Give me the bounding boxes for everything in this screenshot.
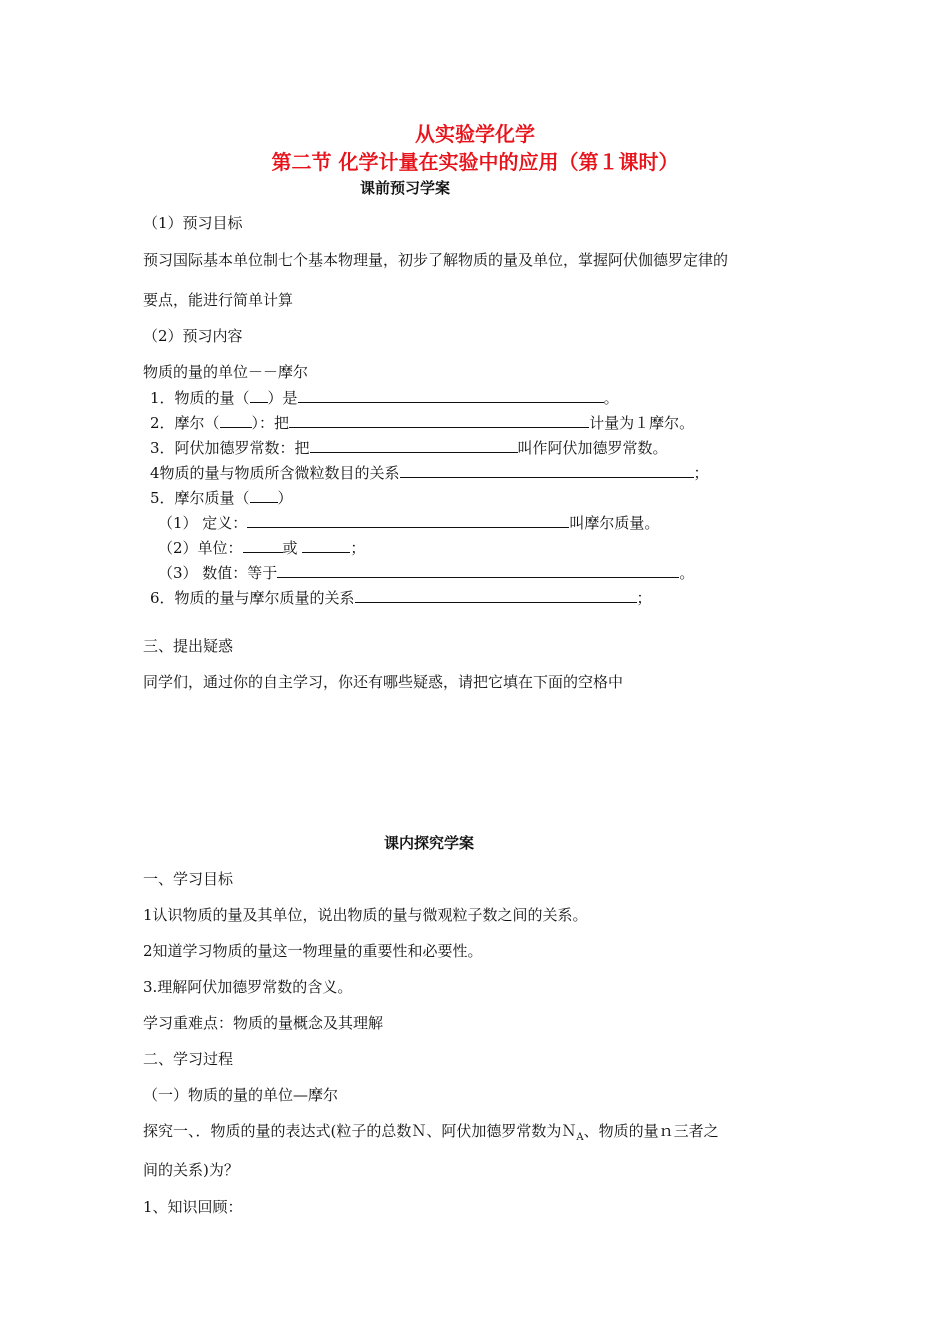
- preview-goal-text-1: 预习国际基本单位制七个基本物理量，初步了解物质的量及单位，掌握阿伏伽德罗定律的: [143, 251, 729, 269]
- preview-content-label: （2）预习内容: [143, 327, 243, 345]
- section-title: 第二节 化学计量在实验中的应用（第１课时）: [271, 150, 679, 174]
- inclass-goal-1: 1认识物质的量及其单位，说出物质的量与微观粒子数之间的关系。: [143, 906, 588, 924]
- process-label: 二、学习过程: [143, 1050, 234, 1068]
- blank-field[interactable]: [400, 462, 694, 478]
- question-4: 4物质的量与物质所含微粒数目的关系 ；: [150, 464, 709, 482]
- blank-field[interactable]: [302, 537, 350, 553]
- inclass-goal-3: 3.理解阿伏加德罗常数的含义。: [143, 978, 353, 996]
- knowledge-review: 1、知识回顾：: [143, 1198, 243, 1216]
- doubts-label: 三、提出疑惑: [143, 637, 234, 655]
- blank-field[interactable]: [289, 412, 589, 428]
- question-6: 6．物质的量与摩尔质量的关系 ；: [150, 589, 652, 607]
- blank-field[interactable]: [250, 487, 278, 503]
- blank-field[interactable]: [243, 537, 283, 553]
- doubts-text: 同学们，通过你的自主学习，你还有哪些疑惑，请把它填在下面的空格中: [143, 673, 624, 691]
- unit-title: 物质的量的单位－－摩尔: [143, 363, 309, 381]
- inclass-goal-2: 2知道学习物质的量这一物理量的重要性和必要性。: [143, 942, 483, 960]
- inclass-heading: 课内探究学案: [383, 834, 474, 852]
- document-title: 从实验学化学: [415, 122, 535, 146]
- blank-field[interactable]: [355, 587, 637, 603]
- blank-field[interactable]: [298, 387, 604, 403]
- sub-label: （一）物质的量的单位—摩尔: [143, 1086, 339, 1104]
- explore-question: 探究一、．物质的量的表达式(粒子的总数Ｎ、阿伏加德罗常数为Ｎ$_A$、物质的量ｎ三者之: [143, 1122, 719, 1143]
- question-1: 1．物质的量（ ）是 。: [150, 389, 619, 407]
- preview-heading: 课前预习学案: [359, 179, 450, 197]
- question-5: 5．摩尔质量（ ）: [150, 489, 293, 507]
- question-3: 3．阿伏加德罗常数：把 叫作阿伏加德罗常数。: [150, 439, 668, 457]
- explore-question-cont: 间的关系)为？: [143, 1161, 239, 1179]
- blank-field[interactable]: [250, 387, 268, 403]
- blank-field[interactable]: [247, 512, 569, 528]
- preview-goal-text-2: 要点，能进行简单计算: [143, 291, 294, 309]
- question-2: 2．摩尔（ ）：把 计量为１摩尔。: [150, 414, 695, 432]
- inclass-goal-label: 一、学习目标: [143, 870, 234, 888]
- blank-field[interactable]: [220, 412, 252, 428]
- question-5-2: （2）单位： 或 ；: [158, 539, 366, 557]
- question-5-3: （3） 数值：等于 。: [158, 564, 695, 582]
- blank-field[interactable]: [277, 562, 679, 578]
- preview-goal-label: （1）预习目标: [143, 214, 243, 232]
- key-point: 学习重难点：物质的量概念及其理解: [143, 1014, 384, 1032]
- question-5-1: （1） 定义： 叫摩尔质量。: [158, 514, 660, 532]
- blank-field[interactable]: [310, 437, 518, 453]
